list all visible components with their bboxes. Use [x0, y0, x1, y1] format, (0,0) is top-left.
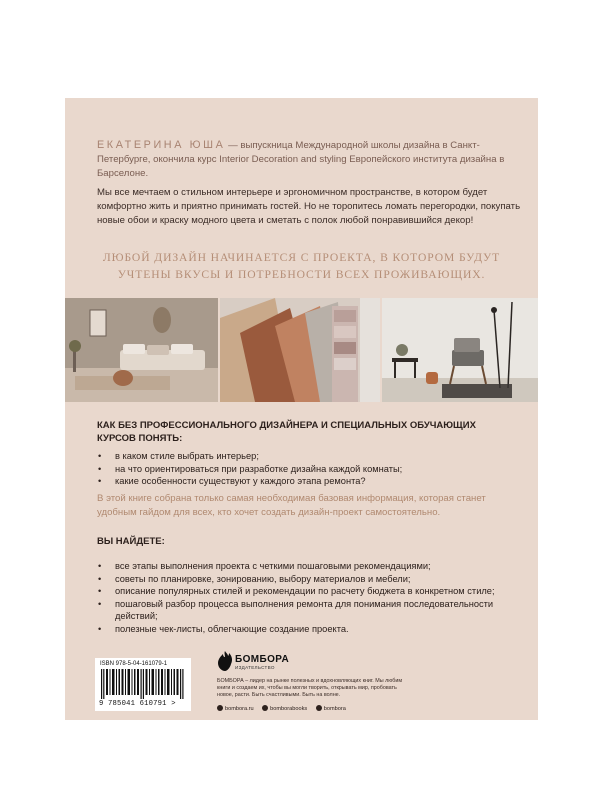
social-label: bomborabooks — [270, 706, 308, 712]
living-room-photo — [65, 298, 218, 402]
photo-strip — [65, 298, 538, 402]
globe-icon — [217, 705, 223, 711]
author-name: ЕКАТЕРИНА ЮША — [97, 139, 226, 151]
armchair-photo — [382, 298, 538, 402]
questions-list — [97, 450, 517, 488]
back-cover — [65, 98, 538, 720]
material-swatches-photo — [220, 298, 380, 402]
social-website[interactable] — [217, 705, 254, 712]
vk-icon — [262, 705, 268, 711]
section-title-questions: КАК БЕЗ ПРОФЕССИОНАЛЬНОГО ДИЗАЙНЕРА И СПЕЦИАЛЬНЫХ ОБУЧАЮЩИХ КУРСОВ ПОНЯТЬ: — [97, 420, 476, 444]
publisher-description: БОМБОРА – лидер на рынке полезных и вдохновляющих книг. Мы любим книги и создаем их, чтобы вы могли творить, открывать мир, пробовать новое, расти. Быть счастливыми. Быть на волне. — [217, 678, 403, 698]
isbn-label: ISBN 978-5-04-161079-1 — [100, 661, 168, 667]
list-item: • пошаговый разбор процесса выполнения ремонта для понимания последовательности действий; — [97, 598, 517, 623]
pull-quote: ЛЮБОЙ ДИЗАЙН НАЧИНАЕТСЯ С ПРОЕКТА, В КОТОРОМ БУДУТ УЧТЕНЫ ВКУСЫ И ПОТРЕБНОСТИ ВСЕХ ПРОЖИВАЮЩИХ. — [102, 251, 501, 281]
list-item: • какие особенности существуют у каждого этапа ремонта? — [97, 475, 517, 488]
barcode-digits: 9 785041 610791 > — [99, 700, 176, 708]
findings-list — [97, 560, 517, 635]
intro-paragraph: Мы все мечтаем о стильном интерьере и эргономичном пространстве, в котором будет комфортно жить и приятно принимать гостей. Но не торопитесь ломать перегородки, покупать новые обои и краску модного цвета и сметать с полок любой понравившийся декор! — [97, 187, 521, 226]
publisher-name: БОМБОРА — [235, 654, 290, 665]
social-label: bombora.ru — [225, 706, 254, 712]
author-bio — [97, 138, 517, 181]
barcode-bars — [101, 669, 185, 699]
list-item: • в каком стиле выбрать интерьер; — [97, 450, 517, 463]
social-label: bombora — [323, 706, 346, 712]
list-item: • полезные чек-листы, облегчающие создание проекта. — [97, 623, 517, 636]
book-summary: В этой книге собрана только самая необходимая базовая информация, которая станет удобным гайдом для всех, кто хочет создать дизайн-проект самостоятельно. — [97, 493, 486, 518]
author-bio-text: — выпускница Международной школы дизайна в Санкт-Петербурге, окончила курс Interior Decoration and styling Европейского института дизайна в Барселоне. — [97, 140, 505, 179]
publisher-subtitle: ИЗДАТЕЛЬСТВО — [235, 665, 275, 670]
publisher-socials — [217, 705, 353, 712]
list-item: • все этапы выполнения проекта с четкими пошаговыми рекомендациями; — [97, 560, 517, 573]
instagram-icon — [316, 705, 322, 711]
list-item: • на что ориентироваться при разработке дизайна каждой комнаты; — [97, 463, 517, 476]
list-item: • советы по планировке, зонированию, выбору материалов и мебели; — [97, 573, 517, 586]
section-title-findings: ВЫ НАЙДЕТЕ: — [97, 536, 165, 547]
social-vk[interactable] — [262, 705, 307, 712]
barcode — [95, 658, 191, 711]
list-item: • описание популярных стилей и рекомендации по расчету бюджета в конкретном стиле; — [97, 585, 517, 598]
social-instagram[interactable] — [316, 705, 346, 712]
bombora-logo-icon — [217, 650, 233, 672]
